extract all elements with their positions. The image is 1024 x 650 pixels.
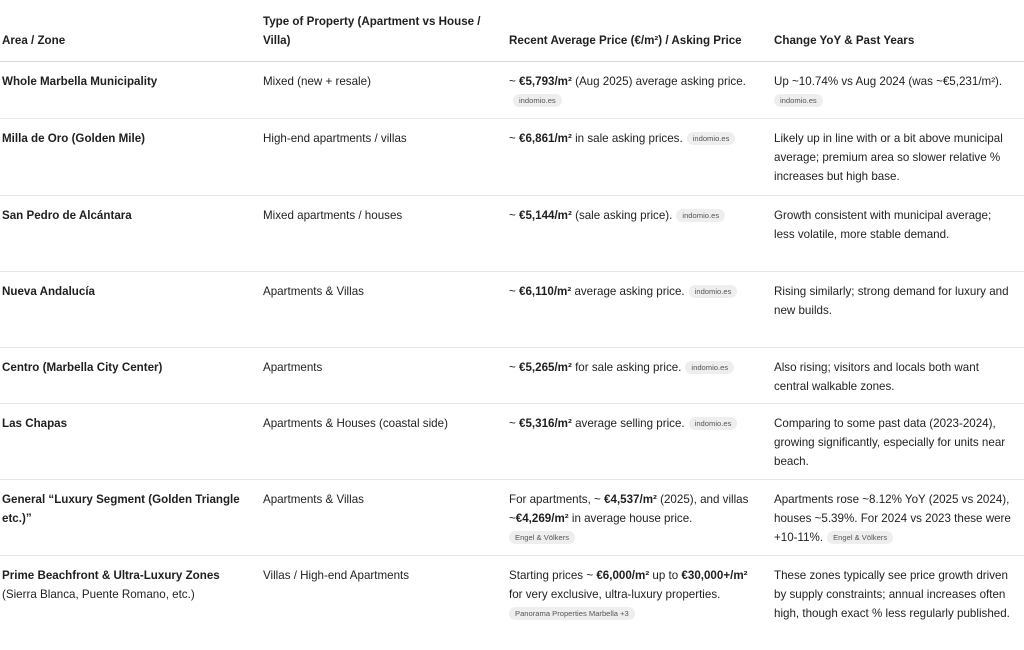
- source-chip[interactable]: Panorama Properties Marbella +3: [509, 607, 635, 620]
- source-chip[interactable]: indomio.es: [676, 209, 725, 222]
- source-chip[interactable]: Engel & Völkers: [827, 531, 893, 544]
- source-chip[interactable]: indomio.es: [513, 94, 562, 107]
- area-cell: Whole Marbella Municipality: [0, 62, 263, 119]
- table-row: [0, 272, 1024, 348]
- price-text-c: up to: [649, 569, 681, 582]
- header-area: Area / Zone: [0, 0, 263, 62]
- change-cell: [774, 480, 1024, 556]
- price-prefix: ~: [509, 285, 519, 298]
- price-text-a: For apartments, ~: [509, 493, 604, 506]
- price-prefix: ~: [509, 417, 519, 430]
- type-cell: Mixed apartments / houses: [263, 196, 509, 272]
- price-value: €5,144/m²: [519, 209, 572, 222]
- price-suffix: average asking price.: [571, 285, 684, 298]
- source-chip[interactable]: indomio.es: [687, 132, 736, 145]
- price-cell: [509, 556, 774, 650]
- source-chip[interactable]: indomio.es: [689, 417, 738, 430]
- area-subtitle: (Sierra Blanca, Puente Romano, etc.): [2, 588, 195, 601]
- header-type: Type of Property (Apartment vs House / Villa): [263, 0, 509, 62]
- price-text-e: in average house price.: [569, 512, 693, 525]
- table-row: [0, 62, 1024, 119]
- area-cell: Milla de Oro (Golden Mile): [0, 119, 263, 196]
- change-cell: Comparing to some past data (2023-2024), growing significantly, especially for units near beach.: [774, 404, 1024, 480]
- price-value: €5,265/m²: [519, 361, 572, 374]
- area-cell: Nueva Andalucía: [0, 272, 263, 348]
- change-cell: Rising similarly; strong demand for luxury and new builds.: [774, 272, 1024, 348]
- source-chip[interactable]: indomio.es: [774, 94, 823, 107]
- price-value: €6,110/m²: [519, 285, 571, 298]
- change-cell: These zones typically see price growth driven by supply constraints; annual increases often high, though exact % less regularly published.: [774, 556, 1024, 650]
- price-value: €5,793/m²: [519, 75, 572, 88]
- price-suffix: average selling price.: [572, 417, 685, 430]
- change-cell: [774, 62, 1024, 119]
- price-suffix: in sale asking prices.: [572, 132, 683, 145]
- type-cell: Apartments & Villas: [263, 480, 509, 556]
- price-cell: [509, 404, 774, 480]
- source-chip[interactable]: indomio.es: [685, 361, 734, 374]
- table-row: [0, 119, 1024, 196]
- price-text-c: (2025), and villas ~: [509, 493, 748, 525]
- table-row: [0, 556, 1024, 650]
- change-text: Apartments rose ~8.12% YoY (2025 vs 2024), houses ~5.39%. For 2024 vs 2023 these were +10-11%.: [774, 493, 1011, 544]
- price-cell: [509, 196, 774, 272]
- price-cell: [509, 119, 774, 196]
- area-cell: [0, 556, 263, 650]
- area-cell: Las Chapas: [0, 404, 263, 480]
- type-cell: Apartments & Villas: [263, 272, 509, 348]
- change-text: Up ~10.74% vs Aug 2024 (was ~€5,231/m²).: [774, 75, 1002, 88]
- header-price: Recent Average Price (€/m²) / Asking Price: [509, 0, 774, 62]
- area-title: Prime Beachfront & Ultra-Luxury Zones: [2, 569, 220, 582]
- change-cell: Likely up in line with or a bit above municipal average; premium area so slower relative % increases but high base.: [774, 119, 1024, 196]
- area-cell: Centro (Marbella City Center): [0, 348, 263, 404]
- header-change: Change YoY & Past Years: [774, 0, 1024, 62]
- price-cell: [509, 480, 774, 556]
- price-prefix: ~: [509, 209, 519, 222]
- change-cell: Growth consistent with municipal average; less volatile, more stable demand.: [774, 196, 1024, 272]
- price-suffix: (sale asking price).: [572, 209, 673, 222]
- table-row: [0, 348, 1024, 404]
- price-cell: [509, 272, 774, 348]
- table-row: [0, 196, 1024, 272]
- type-cell: Apartments: [263, 348, 509, 404]
- source-chip[interactable]: Engel & Völkers: [509, 531, 575, 544]
- price-prefix: ~: [509, 75, 519, 88]
- table-row: [0, 404, 1024, 480]
- price-value: €6,861/m²: [519, 132, 572, 145]
- table-row: [0, 480, 1024, 556]
- price-suffix: for sale asking price.: [572, 361, 682, 374]
- price-text-e: for very exclusive, ultra-luxury properties.: [509, 588, 720, 601]
- price-value: €30,000+/m²: [681, 569, 747, 582]
- source-chip[interactable]: indomio.es: [689, 285, 738, 298]
- type-cell: Apartments & Houses (coastal side): [263, 404, 509, 480]
- header-row: [0, 0, 1024, 62]
- type-cell: Villas / High-end Apartments: [263, 556, 509, 650]
- change-cell: Also rising; visitors and locals both want central walkable zones.: [774, 348, 1024, 404]
- price-value: €5,316/m²: [519, 417, 572, 430]
- area-cell: General “Luxury Segment (Golden Triangle etc.)”: [0, 480, 263, 556]
- price-cell: [509, 348, 774, 404]
- price-prefix: ~: [509, 132, 519, 145]
- area-cell: San Pedro de Alcántara: [0, 196, 263, 272]
- price-value: €4,269/m²: [516, 512, 569, 525]
- type-cell: Mixed (new + resale): [263, 62, 509, 119]
- price-value: €4,537/m²: [604, 493, 657, 506]
- price-prefix: ~: [509, 361, 519, 374]
- price-text-a: Starting prices ~: [509, 569, 596, 582]
- price-cell: [509, 62, 774, 119]
- price-suffix: (Aug 2025) average asking price.: [572, 75, 746, 88]
- type-cell: High-end apartments / villas: [263, 119, 509, 196]
- price-value: €6,000/m²: [596, 569, 649, 582]
